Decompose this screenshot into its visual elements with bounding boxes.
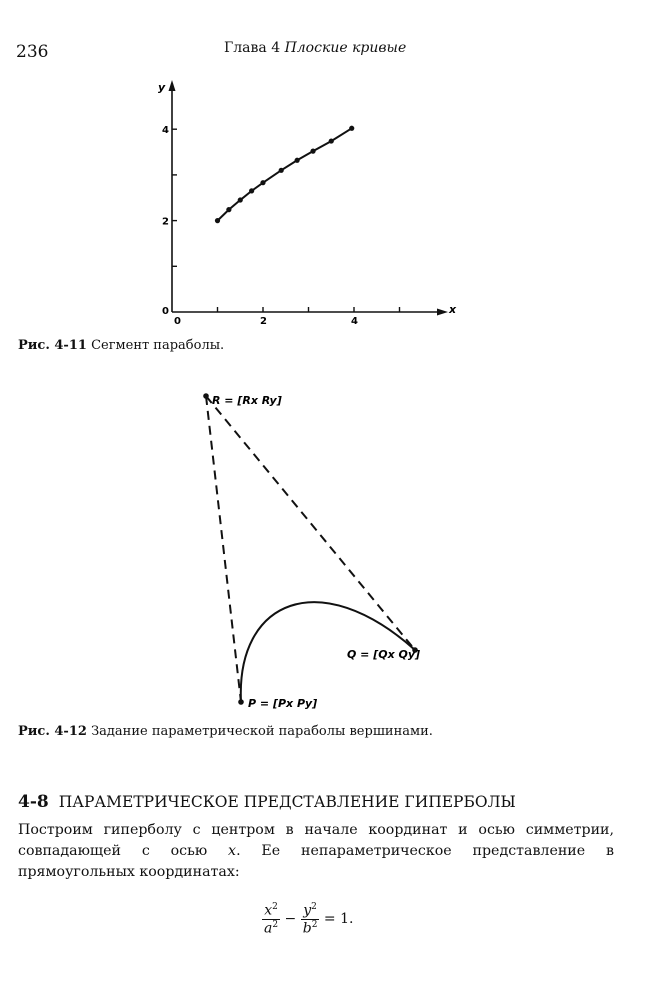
point-R xyxy=(203,393,209,399)
paragraph-part2: . Ее непараметрическое представление в прямоугольных координатах: xyxy=(18,843,614,880)
x-tick-label: 4 xyxy=(351,316,358,327)
fraction-y-over-b xyxy=(301,902,320,936)
x-axis-label: x xyxy=(449,303,457,316)
dashed-line-R-P xyxy=(206,396,241,702)
eq-exp: 2 xyxy=(272,919,279,930)
x-axis-arrow xyxy=(437,309,448,316)
y-axis-label: y xyxy=(158,81,166,94)
data-point xyxy=(238,197,243,202)
y-tick-label: 2 xyxy=(162,216,169,228)
eq-num-x: x xyxy=(264,902,273,919)
figure-4-12-caption xyxy=(18,724,433,739)
running-head-chapter: Глава 4 xyxy=(224,40,281,56)
y-axis-arrow xyxy=(169,80,176,91)
label-R: R = [Rx Ry] xyxy=(212,394,282,407)
label-P: P = [Px Py] xyxy=(248,697,318,710)
figure-4-11-label: Рис. 4-11 xyxy=(18,338,87,353)
x-tick-label: 0 xyxy=(174,316,181,327)
body-paragraph xyxy=(18,820,614,883)
y-tick-label: 4 xyxy=(162,125,169,137)
eq-minus: − xyxy=(284,911,297,928)
y-tick-label: 0 xyxy=(162,306,169,317)
running-head-title: Плоские кривые xyxy=(284,40,407,56)
eq-exp: 2 xyxy=(272,902,278,912)
figure-4-11-chart xyxy=(0,0,666,330)
data-point xyxy=(329,138,334,143)
page-number: 236 xyxy=(16,42,49,62)
eq-exp: 2 xyxy=(311,902,317,912)
eq-den-a: a xyxy=(264,920,273,937)
eq-rhs: = 1. xyxy=(323,911,354,928)
x-tick-label: 2 xyxy=(260,316,267,327)
label-Q: Q = [Qx Qy] xyxy=(347,648,421,661)
data-point xyxy=(249,188,254,193)
data-point xyxy=(349,126,354,131)
figure-4-12-label: Рис. 4-12 xyxy=(18,724,87,739)
figure-4-11-caption xyxy=(18,338,224,353)
section-heading xyxy=(18,792,516,812)
data-point xyxy=(260,180,265,185)
point-P xyxy=(238,699,244,705)
dashed-line-R-Q xyxy=(206,396,415,650)
data-point xyxy=(310,149,315,154)
chart-series xyxy=(215,126,354,224)
hyperbola-equation xyxy=(262,902,353,936)
section-number: 4-8 xyxy=(18,792,49,812)
chart-ticks xyxy=(162,125,400,327)
data-point xyxy=(215,218,220,223)
section-title: ПАРАМЕТРИЧЕСКОЕ ПРЕДСТАВЛЕНИЕ ГИПЕРБОЛЫ xyxy=(58,793,516,811)
figure-4-12-text: Задание параметрической параболы вершинами. xyxy=(91,724,433,739)
eq-den-b: b xyxy=(302,920,312,937)
paragraph-variable: x xyxy=(228,843,237,859)
fraction-x-over-a xyxy=(262,902,280,936)
data-point xyxy=(226,207,231,212)
eq-num-y: y xyxy=(303,902,312,919)
figure-4-11-text: Сегмент параболы. xyxy=(91,338,225,353)
chart-axes xyxy=(158,80,457,316)
figure-4-12-diagram xyxy=(0,380,666,720)
data-point xyxy=(295,158,300,163)
eq-exp: 2 xyxy=(311,919,318,930)
data-point xyxy=(279,168,284,173)
paragraph-part1: Построим гиперболу с центром в начале координат и осью симметрии, совпадающей с осью xyxy=(18,822,614,859)
